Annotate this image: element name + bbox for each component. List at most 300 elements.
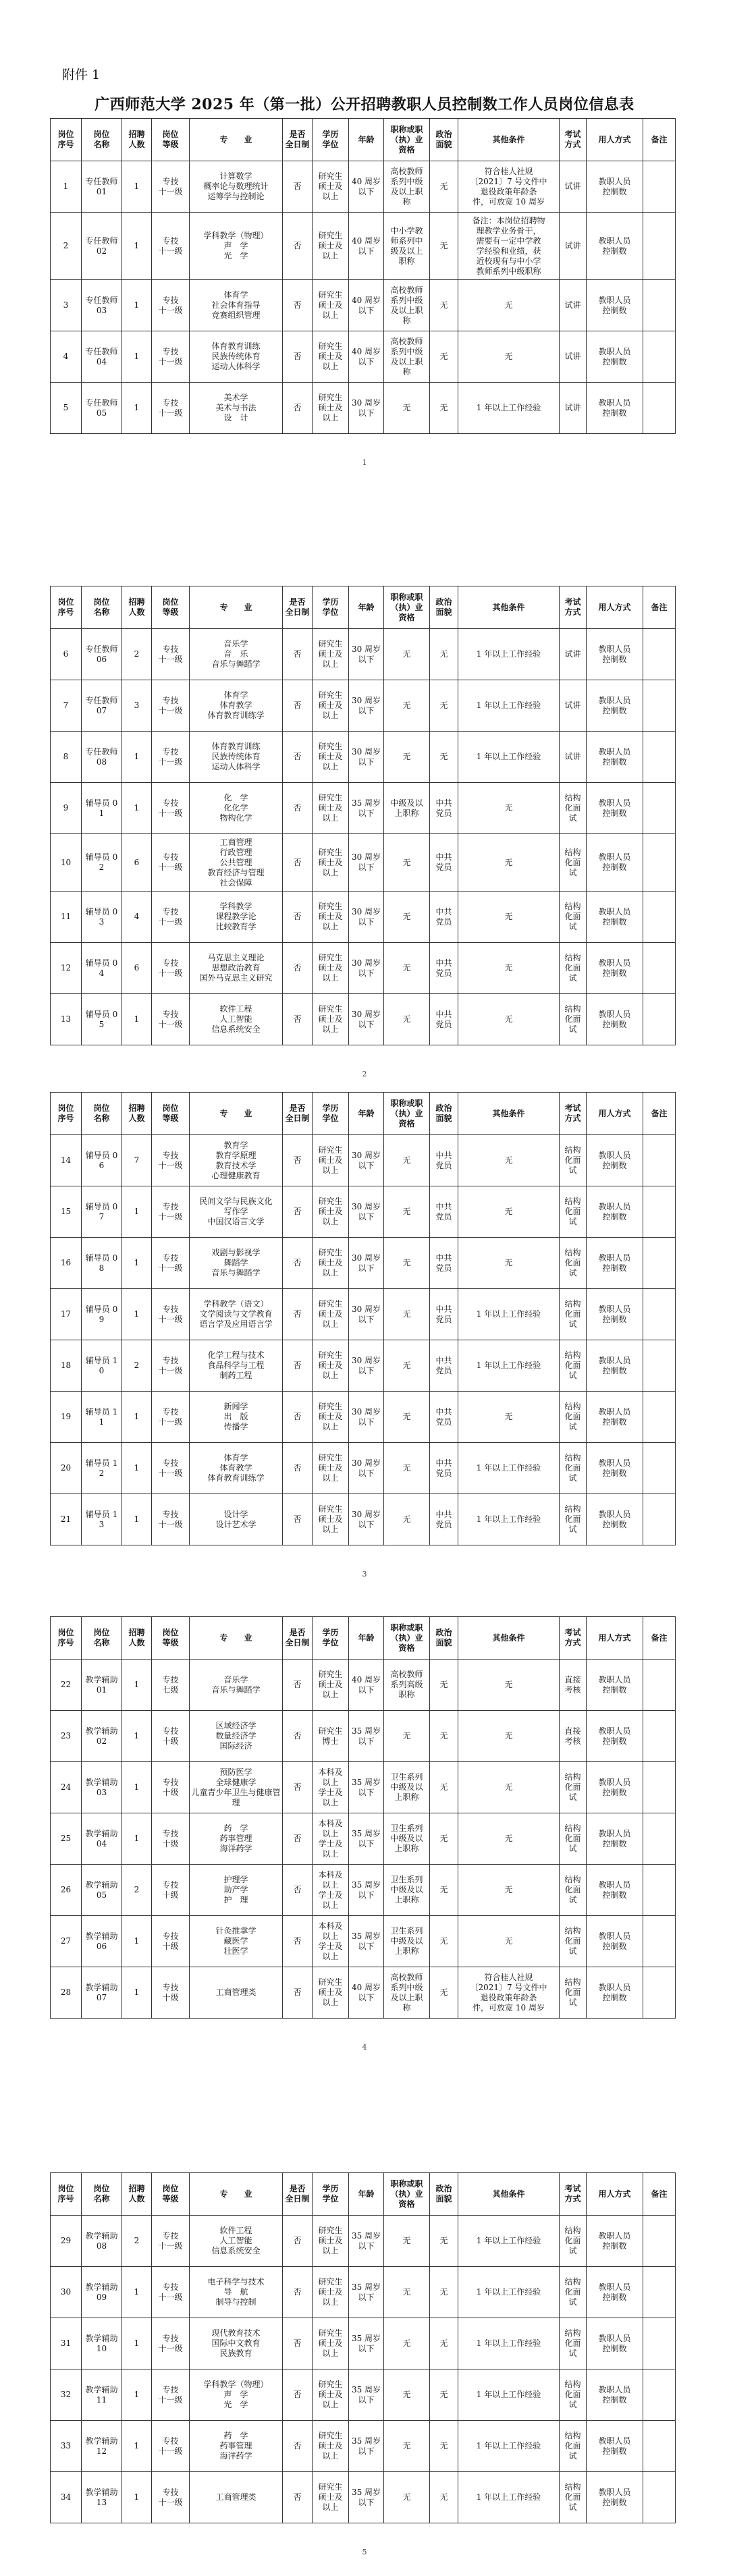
- cell-exam-method: 结构 化面 试: [560, 1813, 587, 1865]
- table-row: [51, 1494, 676, 1545]
- table-row: [51, 680, 676, 732]
- cell-employment-method: 教职人员 控制数: [587, 1238, 643, 1289]
- cell-age: 30 周岁 以下: [349, 834, 384, 892]
- cell-title-cert: 无: [384, 2216, 430, 2267]
- cell-remarks: [643, 280, 676, 331]
- table-row: [51, 1340, 676, 1392]
- cell-employment-method: 教职人员 控制数: [587, 1916, 643, 1967]
- header-fulltime: 是否 全日制: [283, 1093, 313, 1135]
- cell-fulltime: 否: [283, 1340, 313, 1392]
- cell-seq: 24: [51, 1762, 82, 1813]
- cell-seq: 9: [51, 783, 82, 834]
- cell-level: 专技 十级: [152, 1967, 190, 2019]
- header-title-cert: 职称或职 （执）业 资格: [384, 2173, 430, 2216]
- cell-headcount: 1: [122, 1813, 152, 1865]
- cell-age: 35 周岁 以下: [349, 1711, 384, 1762]
- header-title-cert: 职称或职 （执）业 资格: [384, 586, 430, 629]
- cell-major: 针灸推拿学 藏医学 壮医学: [190, 1916, 283, 1967]
- header-age: 年龄: [349, 2173, 384, 2216]
- cell-political: 无: [430, 2216, 458, 2267]
- header-political: 政治 面貌: [430, 1093, 458, 1135]
- cell-fulltime: 否: [283, 1186, 313, 1238]
- header-headcount: 招聘 人数: [122, 1093, 152, 1135]
- cell-fulltime: 否: [283, 943, 313, 994]
- cell-other-conditions: 1 年以上工作经验: [458, 2421, 560, 2472]
- cell-remarks: [643, 1443, 676, 1494]
- cell-other-conditions: 1 年以上工作经验: [458, 680, 560, 732]
- cell-title-cert: 无: [384, 2267, 430, 2318]
- cell-age: 30 周岁 以下: [349, 1135, 384, 1186]
- cell-seq: 32: [51, 2369, 82, 2421]
- cell-title-cert: 卫生系列 中级及以 上职称: [384, 1865, 430, 1916]
- cell-major: 民间文学与民族文化 写作学 中国汉语言文学: [190, 1186, 283, 1238]
- cell-political: 无: [430, 331, 458, 383]
- cell-exam-method: 结构 化面 试: [560, 834, 587, 892]
- cell-political: 中共 党员: [430, 1443, 458, 1494]
- cell-political: 无: [430, 680, 458, 732]
- cell-remarks: [643, 1186, 676, 1238]
- header-degree: 学历 学位: [313, 1617, 349, 1660]
- cell-employment-method: 教职人员 控制数: [587, 280, 643, 331]
- cell-headcount: 1: [122, 1660, 152, 1711]
- cell-fulltime: 否: [283, 1813, 313, 1865]
- cell-fulltime: 否: [283, 1660, 313, 1711]
- cell-remarks: [643, 2267, 676, 2318]
- cell-employment-method: 教职人员 控制数: [587, 1443, 643, 1494]
- cell-remarks: [643, 732, 676, 783]
- header-seq: 岗位 序号: [51, 1617, 82, 1660]
- cell-exam-method: 结构 化面 试: [560, 1340, 587, 1392]
- cell-headcount: 6: [122, 834, 152, 892]
- cell-major: 音乐学 音乐与舞蹈学: [190, 1660, 283, 1711]
- table-row: [51, 1916, 676, 1967]
- cell-age: 40 周岁 以下: [349, 331, 384, 383]
- cell-political: 中共 党员: [430, 1340, 458, 1392]
- cell-post-name: 辅导员 12: [82, 1443, 122, 1494]
- cell-other-conditions: 备注：本岗位招聘物 理教学业务骨干， 需要有一定中学教 学经验和业绩，获 近校现有与中小学 教师系列中级职称: [458, 213, 560, 280]
- cell-major: 学科教学（语文） 文学阅读与文学教育 语言学及应用语言学: [190, 1289, 283, 1340]
- cell-headcount: 3: [122, 680, 152, 732]
- cell-exam-method: 结构 化面 试: [560, 1865, 587, 1916]
- header-political: 政治 面貌: [430, 586, 458, 629]
- cell-major: 电子科学与技术 导 航 制导与控制: [190, 2267, 283, 2318]
- header-remarks: 备注: [643, 119, 676, 161]
- cell-political: 无: [430, 1865, 458, 1916]
- cell-major: 药 学 药事管理 海洋药学: [190, 1813, 283, 1865]
- cell-headcount: 1: [122, 331, 152, 383]
- cell-level: 专技 十一级: [152, 892, 190, 943]
- cell-age: 35 周岁 以下: [349, 2369, 384, 2421]
- cell-degree: 研究生 硕士及 以上: [313, 1135, 349, 1186]
- cell-other-conditions: 无: [458, 1660, 560, 1711]
- cell-title-cert: 高校教师 系列高级 职称: [384, 1660, 430, 1711]
- cell-level: 专技 十一级: [152, 1494, 190, 1545]
- cell-political: 无: [430, 2421, 458, 2472]
- header-headcount: 招聘 人数: [122, 2173, 152, 2216]
- cell-level: 专技 十一级: [152, 331, 190, 383]
- cell-major: 戏剧与影视学 舞蹈学 音乐与舞蹈学: [190, 1238, 283, 1289]
- cell-political: 中共 党员: [430, 994, 458, 1045]
- header-degree: 学历 学位: [313, 2173, 349, 2216]
- cell-seq: 12: [51, 943, 82, 994]
- cell-fulltime: 否: [283, 2216, 313, 2267]
- cell-remarks: [643, 994, 676, 1045]
- cell-exam-method: 试讲: [560, 213, 587, 280]
- table-row: [51, 1135, 676, 1186]
- cell-exam-method: 试讲: [560, 383, 587, 434]
- cell-exam-method: 结构 化面 试: [560, 1135, 587, 1186]
- header-title-cert: 职称或职 （执）业 资格: [384, 1093, 430, 1135]
- cell-degree: 研究生 硕士及 以上: [313, 2216, 349, 2267]
- cell-seq: 3: [51, 280, 82, 331]
- cell-level: 专技 十级: [152, 1813, 190, 1865]
- cell-fulltime: 否: [283, 1238, 313, 1289]
- header-remarks: 备注: [643, 1617, 676, 1660]
- cell-headcount: 1: [122, 2369, 152, 2421]
- cell-title-cert: 无: [384, 2472, 430, 2523]
- cell-level: 专技 十一级: [152, 629, 190, 680]
- cell-level: 专技 十一级: [152, 383, 190, 434]
- cell-fulltime: 否: [283, 994, 313, 1045]
- cell-fulltime: 否: [283, 1443, 313, 1494]
- cell-post-name: 教学辅助 01: [82, 1660, 122, 1711]
- cell-seq: 33: [51, 2421, 82, 2472]
- table-row: [51, 2318, 676, 2369]
- table-row: [51, 2369, 676, 2421]
- header-major: 专 业: [190, 586, 283, 629]
- header-level: 岗位 等级: [152, 2173, 190, 2216]
- cell-other-conditions: 符合桂人社规 〔2021〕7 号文件中 退役政策年龄条 件，可放宽 10 周岁: [458, 161, 560, 213]
- cell-post-name: 教学辅助 13: [82, 2472, 122, 2523]
- cell-seq: 21: [51, 1494, 82, 1545]
- cell-remarks: [643, 1135, 676, 1186]
- cell-seq: 25: [51, 1813, 82, 1865]
- cell-level: 专技 十一级: [152, 2369, 190, 2421]
- cell-headcount: 1: [122, 213, 152, 280]
- table-header-row: [51, 586, 676, 629]
- table-row: [51, 1813, 676, 1865]
- table-row: [51, 783, 676, 834]
- cell-title-cert: 无: [384, 2421, 430, 2472]
- cell-major: 工商管理类: [190, 1967, 283, 2019]
- cell-title-cert: 无: [384, 834, 430, 892]
- cell-employment-method: 教职人员 控制数: [587, 629, 643, 680]
- cell-other-conditions: 无: [458, 1762, 560, 1813]
- cell-title-cert: 无: [384, 1135, 430, 1186]
- cell-post-name: 教学辅助 03: [82, 1762, 122, 1813]
- header-fulltime: 是否 全日制: [283, 586, 313, 629]
- cell-remarks: [643, 680, 676, 732]
- cell-exam-method: 直接 考核: [560, 1660, 587, 1711]
- cell-headcount: 1: [122, 2267, 152, 2318]
- cell-major: 体育学 体育教学 体育教育训练学: [190, 1443, 283, 1494]
- cell-exam-method: 试讲: [560, 680, 587, 732]
- cell-post-name: 辅导员 04: [82, 943, 122, 994]
- cell-headcount: 7: [122, 1135, 152, 1186]
- cell-degree: 本科及 以上 学士及 以上: [313, 1813, 349, 1865]
- header-level: 岗位 等级: [152, 1093, 190, 1135]
- cell-headcount: 1: [122, 2421, 152, 2472]
- cell-remarks: [643, 213, 676, 280]
- cell-other-conditions: 1 年以上工作经验: [458, 1494, 560, 1545]
- cell-remarks: [643, 1916, 676, 1967]
- cell-title-cert: 高校教师 系列中级 及以上职 称: [384, 280, 430, 331]
- cell-post-name: 专任教师 07: [82, 680, 122, 732]
- cell-age: 30 周岁 以下: [349, 629, 384, 680]
- cell-level: 专技 十一级: [152, 943, 190, 994]
- cell-employment-method: 教职人员 控制数: [587, 1340, 643, 1392]
- cell-post-name: 辅导员 11: [82, 1392, 122, 1443]
- header-employment-method: 用人方式: [587, 586, 643, 629]
- header-political: 政治 面貌: [430, 1617, 458, 1660]
- cell-fulltime: 否: [283, 2369, 313, 2421]
- cell-employment-method: 教职人员 控制数: [587, 2421, 643, 2472]
- cell-level: 专技 十一级: [152, 732, 190, 783]
- cell-employment-method: 教职人员 控制数: [587, 331, 643, 383]
- cell-exam-method: 结构 化面 试: [560, 2472, 587, 2523]
- cell-headcount: 1: [122, 1392, 152, 1443]
- cell-seq: 19: [51, 1392, 82, 1443]
- cell-remarks: [643, 1494, 676, 1545]
- cell-age: 40 周岁 以下: [349, 1660, 384, 1711]
- cell-degree: 研究生 硕士及 以上: [313, 2472, 349, 2523]
- cell-post-name: 教学辅助 05: [82, 1865, 122, 1916]
- cell-title-cert: 无: [384, 1238, 430, 1289]
- cell-age: 35 周岁 以下: [349, 1865, 384, 1916]
- header-major: 专 业: [190, 2173, 283, 2216]
- cell-title-cert: 高校教师 系列中级 及以上职 称: [384, 161, 430, 213]
- cell-major: 护理学 助产学 护 理: [190, 1865, 283, 1916]
- cell-major: 学科教学 课程教学论 比较教育学: [190, 892, 283, 943]
- cell-seq: 22: [51, 1660, 82, 1711]
- cell-seq: 30: [51, 2267, 82, 2318]
- cell-degree: 研究生 博士: [313, 1711, 349, 1762]
- annex-label: 附件 1: [62, 67, 101, 82]
- cell-level: 专技 十一级: [152, 1238, 190, 1289]
- cell-degree: 研究生 硕士及 以上: [313, 2318, 349, 2369]
- cell-remarks: [643, 1238, 676, 1289]
- cell-exam-method: 结构 化面 试: [560, 1289, 587, 1340]
- cell-fulltime: 否: [283, 161, 313, 213]
- cell-political: 无: [430, 629, 458, 680]
- cell-age: 40 周岁 以下: [349, 161, 384, 213]
- cell-employment-method: 教职人员 控制数: [587, 1660, 643, 1711]
- cell-exam-method: 结构 化面 试: [560, 1494, 587, 1545]
- cell-employment-method: 教职人员 控制数: [587, 2216, 643, 2267]
- cell-exam-method: 结构 化面 试: [560, 1443, 587, 1494]
- cell-major: 工商管理 行政管理 公共管理 教育经济与管理 社会保障: [190, 834, 283, 892]
- header-level: 岗位 等级: [152, 586, 190, 629]
- cell-title-cert: 无: [384, 1494, 430, 1545]
- cell-other-conditions: 1 年以上工作经验: [458, 732, 560, 783]
- document-title: 广西师范大学 2025 年（第一批）公开招聘教职人员控制数工作人员岗位信息表: [94, 96, 634, 113]
- cell-post-name: 辅导员 03: [82, 892, 122, 943]
- cell-seq: 29: [51, 2216, 82, 2267]
- cell-seq: 8: [51, 732, 82, 783]
- cell-remarks: [643, 2421, 676, 2472]
- table-row: [51, 280, 676, 331]
- cell-seq: 10: [51, 834, 82, 892]
- header-other-conditions: 其他条件: [458, 586, 560, 629]
- table-row: [51, 1238, 676, 1289]
- cell-age: 40 周岁 以下: [349, 280, 384, 331]
- header-seq: 岗位 序号: [51, 586, 82, 629]
- cell-exam-method: 结构 化面 试: [560, 2369, 587, 2421]
- cell-major: 预防医学 全球健康学 儿童青少年卫生与健康管理: [190, 1762, 283, 1813]
- cell-seq: 14: [51, 1135, 82, 1186]
- table-row: [51, 1967, 676, 2019]
- cell-remarks: [643, 1289, 676, 1340]
- post-table-page-3: [50, 1092, 676, 1545]
- header-remarks: 备注: [643, 1093, 676, 1135]
- table-row: [51, 2421, 676, 2472]
- cell-title-cert: 无: [384, 680, 430, 732]
- cell-other-conditions: 无: [458, 1186, 560, 1238]
- cell-level: 专技 十一级: [152, 161, 190, 213]
- cell-seq: 20: [51, 1443, 82, 1494]
- cell-post-name: 辅导员 09: [82, 1289, 122, 1340]
- cell-post-name: 辅导员 07: [82, 1186, 122, 1238]
- cell-exam-method: 结构 化面 试: [560, 1186, 587, 1238]
- header-exam-method: 考试 方式: [560, 586, 587, 629]
- cell-fulltime: 否: [283, 1711, 313, 1762]
- cell-age: 30 周岁 以下: [349, 1186, 384, 1238]
- cell-political: 中共 党员: [430, 1289, 458, 1340]
- table-row: [51, 1289, 676, 1340]
- cell-headcount: 1: [122, 1238, 152, 1289]
- cell-post-name: 专任教师 05: [82, 383, 122, 434]
- cell-degree: 研究生 硕士及 以上: [313, 1186, 349, 1238]
- cell-remarks: [643, 1813, 676, 1865]
- cell-political: 中共 党员: [430, 1494, 458, 1545]
- cell-degree: 研究生 硕士及 以上: [313, 732, 349, 783]
- cell-seq: 15: [51, 1186, 82, 1238]
- cell-age: 30 周岁 以下: [349, 1340, 384, 1392]
- cell-level: 专技 十一级: [152, 1443, 190, 1494]
- cell-employment-method: 教职人员 控制数: [587, 161, 643, 213]
- cell-exam-method: 试讲: [560, 161, 587, 213]
- cell-remarks: [643, 1865, 676, 1916]
- cell-exam-method: 结构 化面 试: [560, 2267, 587, 2318]
- table-row: [51, 331, 676, 383]
- cell-employment-method: 教职人员 控制数: [587, 1967, 643, 2019]
- cell-post-name: 专任教师 02: [82, 213, 122, 280]
- table-header-row: [51, 2173, 676, 2216]
- header-major: 专 业: [190, 1617, 283, 1660]
- header-post-name: 岗位 名称: [82, 119, 122, 161]
- cell-fulltime: 否: [283, 2472, 313, 2523]
- header-age: 年龄: [349, 1093, 384, 1135]
- cell-remarks: [643, 1967, 676, 2019]
- cell-headcount: 4: [122, 892, 152, 943]
- cell-title-cert: 中级及以 上职称: [384, 783, 430, 834]
- cell-age: 35 周岁 以下: [349, 1813, 384, 1865]
- header-other-conditions: 其他条件: [458, 2173, 560, 2216]
- cell-major: 药 学 药事管理 海洋药学: [190, 2421, 283, 2472]
- cell-major: 学科教学（物理） 声 学 光 学: [190, 213, 283, 280]
- cell-employment-method: 教职人员 控制数: [587, 994, 643, 1045]
- cell-title-cert: 无: [384, 1289, 430, 1340]
- cell-post-name: 专任教师 06: [82, 629, 122, 680]
- cell-other-conditions: 无: [458, 994, 560, 1045]
- cell-post-name: 辅导员 05: [82, 994, 122, 1045]
- page-number: 2: [362, 1070, 367, 1078]
- cell-other-conditions: 无: [458, 1865, 560, 1916]
- cell-major: 软件工程 人工智能 信息系统安全: [190, 994, 283, 1045]
- cell-major: 区域经济学 数量经济学 国际经济: [190, 1711, 283, 1762]
- post-table-page-1: [50, 118, 676, 434]
- cell-fulltime: 否: [283, 629, 313, 680]
- header-degree: 学历 学位: [313, 1093, 349, 1135]
- cell-other-conditions: 无: [458, 1392, 560, 1443]
- cell-political: 无: [430, 1762, 458, 1813]
- cell-major: 体育教育训练 民族传统体育 运动人体科学: [190, 331, 283, 383]
- cell-headcount: 1: [122, 1762, 152, 1813]
- cell-political: 无: [430, 213, 458, 280]
- table-header-row: [51, 1093, 676, 1135]
- header-post-name: 岗位 名称: [82, 1617, 122, 1660]
- cell-major: 化学工程与技术 食品科学与工程 制药工程: [190, 1340, 283, 1392]
- cell-other-conditions: 1 年以上工作经验: [458, 2472, 560, 2523]
- cell-major: 学科教学（物理） 声 学 光 学: [190, 2369, 283, 2421]
- cell-remarks: [643, 161, 676, 213]
- cell-headcount: 1: [122, 783, 152, 834]
- cell-headcount: 1: [122, 2472, 152, 2523]
- table-header-row: [51, 119, 676, 161]
- cell-seq: 5: [51, 383, 82, 434]
- header-remarks: 备注: [643, 2173, 676, 2216]
- cell-age: 30 周岁 以下: [349, 383, 384, 434]
- cell-fulltime: 否: [283, 1392, 313, 1443]
- cell-employment-method: 教职人员 控制数: [587, 2369, 643, 2421]
- table-row: [51, 2472, 676, 2523]
- table-row: [51, 1762, 676, 1813]
- cell-major: 教育学 教育学原理 教育技术学 心理健康教育: [190, 1135, 283, 1186]
- table-row: [51, 1443, 676, 1494]
- cell-headcount: 1: [122, 280, 152, 331]
- cell-level: 专技 十一级: [152, 783, 190, 834]
- cell-exam-method: 结构 化面 试: [560, 1916, 587, 1967]
- cell-major: 体育学 社会体育指导 竞赛组织管理: [190, 280, 283, 331]
- cell-seq: 27: [51, 1916, 82, 1967]
- cell-title-cert: 无: [384, 383, 430, 434]
- cell-degree: 研究生 硕士及 以上: [313, 161, 349, 213]
- post-table-page-2: [50, 586, 676, 1045]
- cell-degree: 本科及 以上 学士及 以上: [313, 1916, 349, 1967]
- cell-post-name: 教学辅助 10: [82, 2318, 122, 2369]
- table-row: [51, 2267, 676, 2318]
- cell-other-conditions: 1 年以上工作经验: [458, 2216, 560, 2267]
- cell-seq: 6: [51, 629, 82, 680]
- cell-title-cert: 无: [384, 1340, 430, 1392]
- cell-political: 无: [430, 2472, 458, 2523]
- cell-political: 无: [430, 732, 458, 783]
- table-row: [51, 2216, 676, 2267]
- cell-seq: 18: [51, 1340, 82, 1392]
- cell-headcount: 1: [122, 383, 152, 434]
- table-row: [51, 1865, 676, 1916]
- cell-fulltime: 否: [283, 783, 313, 834]
- cell-remarks: [643, 2318, 676, 2369]
- cell-age: 35 周岁 以下: [349, 2421, 384, 2472]
- cell-age: 30 周岁 以下: [349, 1392, 384, 1443]
- cell-title-cert: 无: [384, 994, 430, 1045]
- cell-headcount: 6: [122, 943, 152, 994]
- cell-remarks: [643, 1340, 676, 1392]
- cell-headcount: 1: [122, 1711, 152, 1762]
- cell-level: 专技 十一级: [152, 1340, 190, 1392]
- cell-headcount: 2: [122, 1340, 152, 1392]
